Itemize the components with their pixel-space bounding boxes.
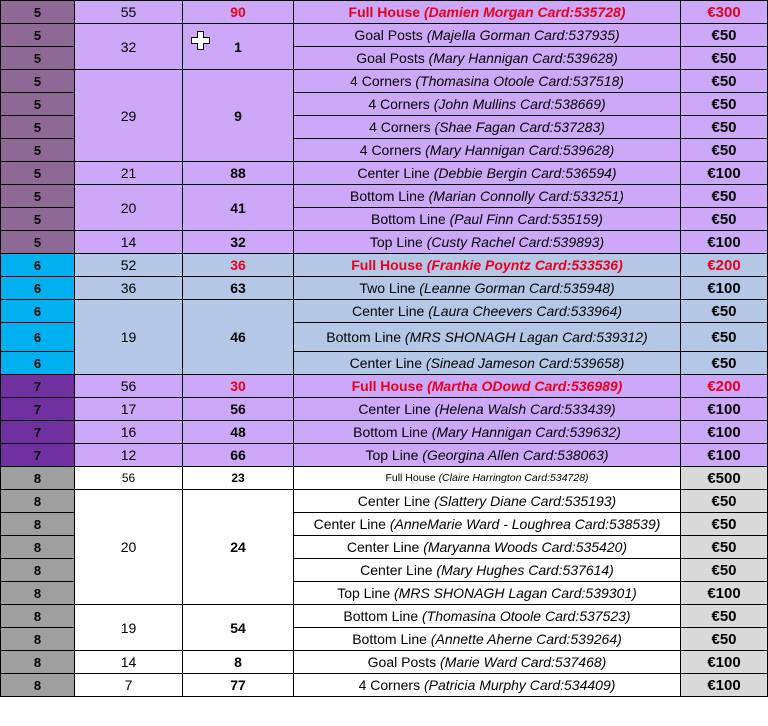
prize-name: Center Line (360, 562, 433, 578)
prize-amount-cell: €50 (681, 490, 768, 513)
winner-name: (Thomasina Otoole Card:537518) (415, 73, 624, 89)
last-number-cell: 32 (183, 231, 294, 254)
winner-name: (Frankie Poyntz Card:533536) (426, 257, 623, 273)
table-row (1, 185, 768, 208)
prize-amount-cell: €50 (681, 185, 768, 208)
prize-name: Goal Posts (354, 27, 423, 43)
winner-name: (Mary Hannigan Card:539632) (431, 424, 621, 440)
prize-amount-cell: €100 (681, 398, 768, 421)
table-row (1, 254, 768, 277)
winner-name: (Custy Rachel Card:539893) (426, 234, 605, 250)
prize-name: Bottom Line (371, 211, 446, 227)
prize-amount-cell: €50 (681, 605, 768, 628)
prize-winner-cell (294, 605, 681, 628)
winner-name: (Majella Gorman Card:537935) (426, 27, 620, 43)
prize-amount-cell: €50 (681, 93, 768, 116)
last-number-cell: 1 (183, 24, 294, 70)
table-row (1, 70, 768, 93)
prize-name: Bottom Line (343, 608, 419, 624)
prize-winner-cell (294, 582, 681, 605)
calls-cell: 56 (75, 375, 183, 398)
game-number-cell: 5 (1, 70, 75, 93)
table-row (1, 24, 768, 47)
game-number-cell: 5 (1, 1, 75, 24)
prize-amount-cell: €100 (681, 651, 768, 674)
last-number-cell: 88 (183, 162, 294, 185)
calls-cell: 21 (75, 162, 183, 185)
prize-name: 4 Corners (369, 119, 431, 135)
prize-winner-cell (294, 352, 681, 375)
table-row (1, 231, 768, 254)
game-number-cell: 5 (1, 231, 75, 254)
calls-cell: 12 (75, 444, 183, 467)
prize-amount-cell: €50 (681, 116, 768, 139)
winner-name: (John Mullins Card:538669) (433, 96, 606, 112)
prize-amount-cell: €100 (681, 231, 768, 254)
game-number-cell: 8 (1, 536, 75, 559)
prize-name: Two Line (359, 280, 416, 296)
prize-name: Goal Posts (367, 654, 437, 670)
winner-name: (Shae Fagan Card:537283) (434, 119, 605, 135)
game-number-cell: 7 (1, 444, 75, 467)
prize-amount-cell: €50 (681, 139, 768, 162)
game-number-cell: 8 (1, 582, 75, 605)
calls-cell: 17 (75, 398, 183, 421)
prize-winner-cell (294, 398, 681, 421)
prize-amount-cell: €50 (681, 536, 768, 559)
prize-winner-cell (294, 651, 681, 674)
last-number-cell: 23 (183, 467, 294, 490)
prize-winner-cell (294, 139, 681, 162)
move-cursor-icon (191, 31, 210, 50)
prize-winner-cell (294, 444, 681, 467)
prize-name: Center Line (346, 539, 420, 555)
table-row (1, 162, 768, 185)
prize-name: 4 Corners (359, 142, 422, 158)
prize-winner-cell (294, 467, 681, 490)
prize-winner-cell (294, 47, 681, 70)
winner-name: (MRS SHONAGH Lagan Card:539312) (404, 329, 648, 345)
table-row (1, 1, 768, 24)
game-number-cell: 7 (1, 398, 75, 421)
winner-name: (Debbie Bergin Card:536594) (433, 165, 617, 181)
prize-name: Bottom Line (326, 329, 402, 345)
table-row (1, 674, 768, 697)
prize-name: Full House (351, 378, 424, 394)
winner-name: (Damien Morgan Card:535728) (423, 4, 626, 20)
last-number-cell: 46 (183, 300, 294, 375)
winner-name: (Martha ODowd Card:536989) (427, 378, 623, 394)
prize-name: Bottom Line (352, 631, 427, 647)
prize-winner-cell (294, 300, 681, 323)
last-number-cell: 41 (183, 185, 294, 231)
game-number-cell: 5 (1, 116, 75, 139)
game-number-cell: 8 (1, 490, 75, 513)
calls-cell: 20 (75, 490, 183, 605)
calls-cell: 29 (75, 70, 183, 162)
prize-name: Full House (351, 257, 423, 273)
table-row (1, 605, 768, 628)
last-number-cell: 54 (183, 605, 294, 651)
prize-amount-cell: €200 (681, 375, 768, 398)
last-number-cell: 66 (183, 444, 294, 467)
prize-name: Top Line (365, 447, 419, 463)
prize-name: Bottom Line (350, 188, 425, 204)
last-number-cell: 24 (183, 490, 294, 605)
winner-name: (Paul Finn Card:535159) (449, 211, 603, 227)
prize-winner-cell (294, 674, 681, 697)
game-number-cell: 5 (1, 24, 75, 47)
last-number-cell: 63 (183, 277, 294, 300)
table-row (1, 421, 768, 444)
prize-name: 4 Corners (358, 677, 421, 693)
winner-name: (Marian Connolly Card:533251) (428, 188, 624, 204)
prize-winner-cell (294, 375, 681, 398)
game-number-cell: 5 (1, 185, 75, 208)
game-number-cell: 7 (1, 375, 75, 398)
calls-cell: 19 (75, 605, 183, 651)
game-number-cell: 8 (1, 559, 75, 582)
winner-name: (Slattery Diane Card:535193) (434, 493, 617, 509)
prize-name: Top Line (337, 585, 391, 601)
prize-name: Center Line (358, 401, 431, 417)
prize-winner-cell (294, 513, 681, 536)
prize-winner-cell (294, 208, 681, 231)
prize-amount-cell: €100 (681, 277, 768, 300)
prize-amount-cell: €50 (681, 352, 768, 375)
prize-winner-cell (294, 116, 681, 139)
calls-cell: 20 (75, 185, 183, 231)
last-number-cell: 77 (183, 674, 294, 697)
game-number-cell: 5 (1, 93, 75, 116)
prize-amount-cell: €50 (681, 300, 768, 323)
calls-cell: 16 (75, 421, 183, 444)
prize-winner-cell (294, 536, 681, 559)
game-number-cell: 8 (1, 605, 75, 628)
calls-cell: 7 (75, 674, 183, 697)
prize-amount-cell: €100 (681, 421, 768, 444)
prize-winner-cell (294, 70, 681, 93)
prize-name: Center Line (357, 493, 431, 509)
winner-name: (AnneMarie Ward - Loughrea Card:538539) (389, 516, 661, 532)
game-number-cell: 8 (1, 651, 75, 674)
prize-winner-cell (294, 323, 681, 352)
prize-winner-cell (294, 254, 681, 277)
prize-amount-cell: €50 (681, 513, 768, 536)
prize-name: Center Line (349, 355, 423, 371)
prize-name: Full House (348, 4, 421, 20)
prize-amount-cell: €500 (681, 467, 768, 490)
game-number-cell: 8 (1, 628, 75, 651)
prize-amount-cell: €100 (681, 674, 768, 697)
calls-cell: 14 (75, 231, 183, 254)
prize-name: Full House (385, 472, 436, 484)
game-number-cell: 6 (1, 277, 75, 300)
game-number-cell: 5 (1, 47, 75, 70)
prize-name: Center Line (313, 516, 386, 532)
prize-winner-cell (294, 24, 681, 47)
calls-cell: 55 (75, 1, 183, 24)
table-row (1, 277, 768, 300)
game-number-cell: 6 (1, 300, 75, 323)
prize-amount-cell: €50 (681, 323, 768, 352)
table-row (1, 444, 768, 467)
prize-name: 4 Corners (368, 96, 430, 112)
table-row (1, 467, 768, 490)
prize-amount-cell: €100 (681, 582, 768, 605)
prize-amount-cell: €100 (681, 162, 768, 185)
last-number-cell: 36 (183, 254, 294, 277)
prize-winner-cell (294, 277, 681, 300)
last-number-cell: 90 (183, 1, 294, 24)
table-row (1, 398, 768, 421)
prize-name: Center Line (357, 165, 430, 181)
prize-winner-cell (294, 162, 681, 185)
winner-name: (Patricia Murphy Card:534409) (423, 677, 616, 693)
winner-name: (MRS SHONAGH Lagan Card:539301) (394, 585, 637, 601)
game-number-cell: 5 (1, 162, 75, 185)
game-number-cell: 8 (1, 467, 75, 490)
calls-cell: 52 (75, 254, 183, 277)
prize-winner-cell (294, 231, 681, 254)
prize-winner-cell (294, 628, 681, 651)
last-number-cell: 8 (183, 651, 294, 674)
winner-name: (Annette Aherne Card:539264) (430, 631, 622, 647)
prize-amount-cell: €50 (681, 24, 768, 47)
last-number-cell: 48 (183, 421, 294, 444)
prize-winner-cell (294, 185, 681, 208)
prize-amount-cell: €50 (681, 628, 768, 651)
game-number-cell: 8 (1, 674, 75, 697)
prize-name: Center Line (351, 303, 425, 319)
prize-amount-cell: €50 (681, 208, 768, 231)
game-number-cell: 6 (1, 254, 75, 277)
prize-name: Bottom Line (353, 424, 428, 440)
winner-name: (Mary Hughes Card:537614) (436, 562, 614, 578)
prize-winner-cell (294, 1, 681, 24)
prize-amount-cell: €50 (681, 559, 768, 582)
last-number-cell: 30 (183, 375, 294, 398)
table-row (1, 651, 768, 674)
prize-name: Goal Posts (356, 50, 425, 66)
calls-cell: 36 (75, 277, 183, 300)
game-number-cell: 6 (1, 352, 75, 375)
table-row (1, 375, 768, 398)
game-number-cell: 5 (1, 139, 75, 162)
winner-name: (Thomasina Otoole Card:537523) (422, 608, 631, 624)
calls-cell: 32 (75, 24, 183, 70)
prize-winner-cell (294, 490, 681, 513)
last-number-cell: 9 (183, 70, 294, 162)
last-number-cell: 56 (183, 398, 294, 421)
prize-amount-cell: €50 (681, 47, 768, 70)
calls-cell: 14 (75, 651, 183, 674)
game-number-cell: 5 (1, 208, 75, 231)
prize-winner-cell (294, 93, 681, 116)
prize-amount-cell: €50 (681, 70, 768, 93)
prize-winner-cell (294, 421, 681, 444)
winner-name: (Mary Hannigan Card:539628) (425, 142, 615, 158)
prize-name: Top Line (369, 234, 423, 250)
prize-winner-cell (294, 559, 681, 582)
winner-name: (Maryanna Woods Card:535420) (423, 539, 628, 555)
table-row (1, 300, 768, 323)
winner-name: (Marie Ward Card:537468) (440, 654, 607, 670)
winner-name: (Helena Walsh Card:533439) (434, 401, 616, 417)
winner-name: (Laura Cheevers Card:533964) (428, 303, 623, 319)
calls-cell: 56 (75, 467, 183, 490)
winner-name: (Mary Hannigan Card:539628) (428, 50, 618, 66)
winner-name: (Claire Harrington Card:534728) (438, 472, 589, 484)
game-number-cell: 6 (1, 323, 75, 352)
winner-name: (Georgina Allen Card:538063) (422, 447, 609, 463)
winner-name: (Leanne Gorman Card:535948) (419, 280, 615, 296)
prize-amount-cell: €300 (681, 1, 768, 24)
prize-amount-cell: €200 (681, 254, 768, 277)
table-row (1, 490, 768, 513)
game-number-cell: 8 (1, 513, 75, 536)
game-number-cell: 7 (1, 421, 75, 444)
prize-name: 4 Corners (350, 73, 412, 89)
prize-amount-cell: €100 (681, 444, 768, 467)
calls-cell: 19 (75, 300, 183, 375)
winner-name: (Sinead Jameson Card:539658) (425, 355, 625, 371)
